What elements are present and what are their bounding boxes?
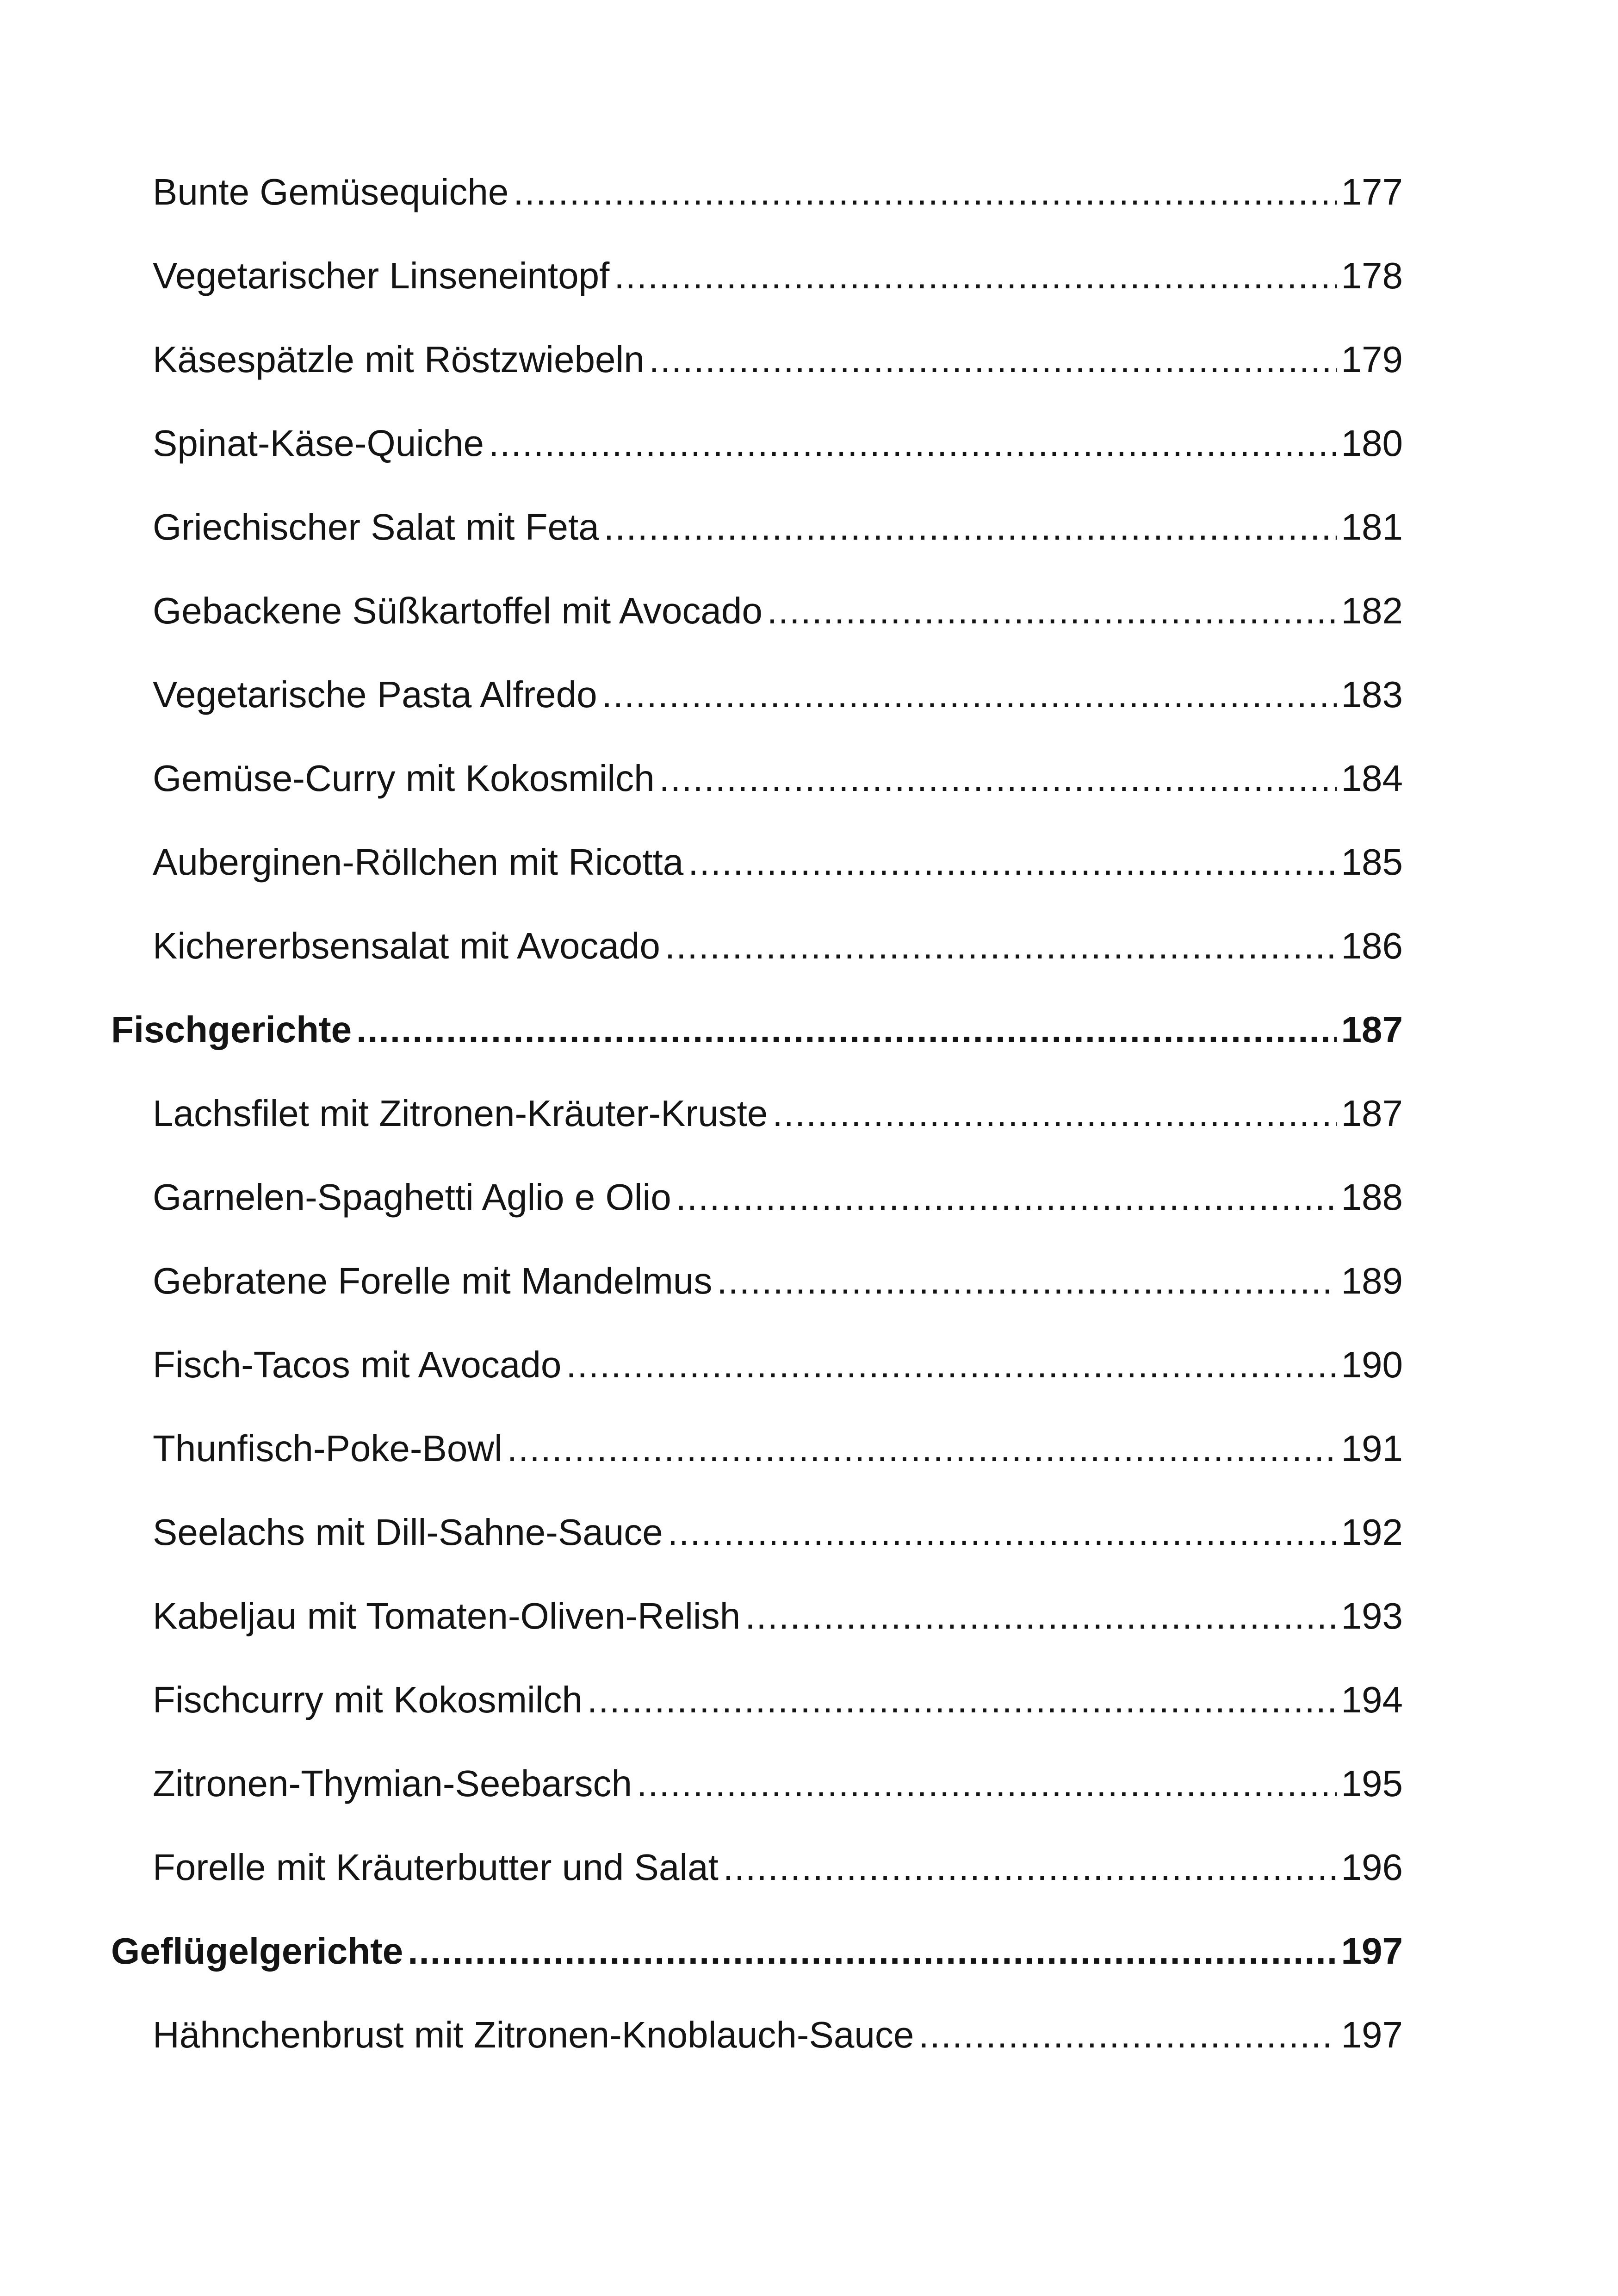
dot-leader <box>604 499 1337 555</box>
toc-entry-page: 177 <box>1341 171 1403 212</box>
dot-leader <box>767 583 1337 639</box>
dot-leader <box>659 751 1337 806</box>
toc-entry-title: Gebackene Süßkartoffel mit Avocado <box>153 590 763 631</box>
toc-entry <box>153 583 1403 639</box>
toc-entry-title: Käsespätzle mit Röstzwiebeln <box>153 339 645 380</box>
toc-entry-page: 195 <box>1341 1763 1403 1804</box>
toc-section-page: 187 <box>1341 1009 1403 1050</box>
toc-entry-page: 184 <box>1341 758 1403 799</box>
dot-leader <box>408 1923 1336 1979</box>
dot-leader <box>717 1253 1336 1309</box>
dot-leader <box>918 2007 1336 2063</box>
toc-entry <box>153 1756 1403 1811</box>
toc-entry-page: 180 <box>1341 423 1403 464</box>
toc-entry <box>153 1337 1403 1393</box>
toc-entry <box>153 416 1403 471</box>
toc-entry-title: Seelachs mit Dill-Sahne-Sauce <box>153 1512 663 1553</box>
toc-section-title: Fischgerichte <box>111 1009 352 1050</box>
toc-entry-title: Lachsfilet mit Zitronen-Kräuter-Kruste <box>153 1093 768 1134</box>
toc-entry <box>153 499 1403 555</box>
dot-leader <box>614 248 1336 304</box>
toc-entry <box>153 1253 1403 1309</box>
dot-leader <box>356 1002 1336 1058</box>
toc-entry-page: 186 <box>1341 925 1403 966</box>
dot-leader <box>723 1840 1337 1895</box>
toc-entry-page: 181 <box>1341 506 1403 548</box>
toc-entry <box>153 667 1403 722</box>
toc-entry <box>153 1588 1403 1644</box>
toc-entry <box>153 1672 1403 1728</box>
toc-entry-title: Fisch-Tacos mit Avocado <box>153 1344 562 1385</box>
toc-entry-page: 190 <box>1341 1344 1403 1385</box>
toc-entry-page: 196 <box>1341 1847 1403 1888</box>
toc-entry <box>153 1421 1403 1476</box>
toc-entry-page: 188 <box>1341 1176 1403 1218</box>
toc-entry-title: Zitronen-Thymian-Seebarsch <box>153 1763 632 1804</box>
toc-entry <box>153 1086 1403 1141</box>
toc-entry-title: Forelle mit Kräuterbutter und Salat <box>153 1847 719 1888</box>
toc-entry-title: Gebratene Forelle mit Mandelmus <box>153 1260 713 1301</box>
dot-leader <box>688 834 1336 890</box>
toc-entry-title: Auberginen-Röllchen mit Ricotta <box>153 841 684 883</box>
toc-entry <box>153 1505 1403 1560</box>
toc-entry-title: Spinat-Käse-Quiche <box>153 423 484 464</box>
toc-entry-title: Thunfisch-Poke-Bowl <box>153 1428 502 1469</box>
toc-entry-page: 194 <box>1341 1679 1403 1720</box>
dot-leader <box>772 1086 1336 1141</box>
toc-entry-title: Gemüse-Curry mit Kokosmilch <box>153 758 655 799</box>
toc-section-heading <box>111 1923 1403 1979</box>
toc-entry <box>153 1840 1403 1895</box>
toc-entry-page: 187 <box>1341 1093 1403 1134</box>
toc-entry-page: 185 <box>1341 841 1403 883</box>
dot-leader <box>513 164 1336 220</box>
toc-section-page: 197 <box>1341 1930 1403 1972</box>
toc-entry-page: 193 <box>1341 1595 1403 1636</box>
toc-entry-title: Garnelen-Spaghetti Aglio e Olio <box>153 1176 671 1218</box>
dot-leader <box>745 1588 1336 1644</box>
toc-entry <box>153 332 1403 387</box>
toc-section-title: Geflügelgerichte <box>111 1930 403 1972</box>
toc-entry-page: 189 <box>1341 1260 1403 1301</box>
dot-leader <box>566 1337 1336 1393</box>
toc-entry-page: 197 <box>1341 2014 1403 2055</box>
toc-entry-title: Vegetarische Pasta Alfredo <box>153 674 597 715</box>
toc-entry-page: 179 <box>1341 339 1403 380</box>
toc-entry-title: Kichererbsensalat mit Avocado <box>153 925 660 966</box>
toc-entry <box>153 751 1403 806</box>
toc-entry <box>153 918 1403 974</box>
dot-leader <box>507 1421 1337 1476</box>
toc-entry <box>153 1170 1403 1225</box>
toc-entry-page: 178 <box>1341 255 1403 296</box>
toc-entry <box>153 2007 1403 2063</box>
toc-entry <box>153 834 1403 890</box>
dot-leader <box>602 667 1337 722</box>
dot-leader <box>665 918 1337 974</box>
dot-leader <box>649 332 1337 387</box>
dot-leader <box>637 1756 1337 1811</box>
toc-entry-title: Kabeljau mit Tomaten-Oliven-Relish <box>153 1595 741 1636</box>
toc-entry-title: Griechischer Salat mit Feta <box>153 506 599 548</box>
toc-entry-page: 182 <box>1341 590 1403 631</box>
toc-entry-page: 192 <box>1341 1512 1403 1553</box>
toc-entry-page: 183 <box>1341 674 1403 715</box>
toc-section-heading <box>111 1002 1403 1058</box>
toc-entry <box>153 164 1403 220</box>
toc-entry <box>153 248 1403 304</box>
toc-entry-title: Hähnchenbrust mit Zitronen-Knoblauch-Sauce <box>153 2014 914 2055</box>
toc-entry-title: Fischcurry mit Kokosmilch <box>153 1679 583 1720</box>
toc-entry-page: 191 <box>1341 1428 1403 1469</box>
dot-leader <box>676 1170 1337 1225</box>
dot-leader <box>489 416 1337 471</box>
toc-entry-title: Vegetarischer Linseneintopf <box>153 255 610 296</box>
dot-leader <box>587 1672 1336 1728</box>
toc-entry-title: Bunte Gemüsequiche <box>153 171 509 212</box>
dot-leader <box>668 1505 1337 1560</box>
